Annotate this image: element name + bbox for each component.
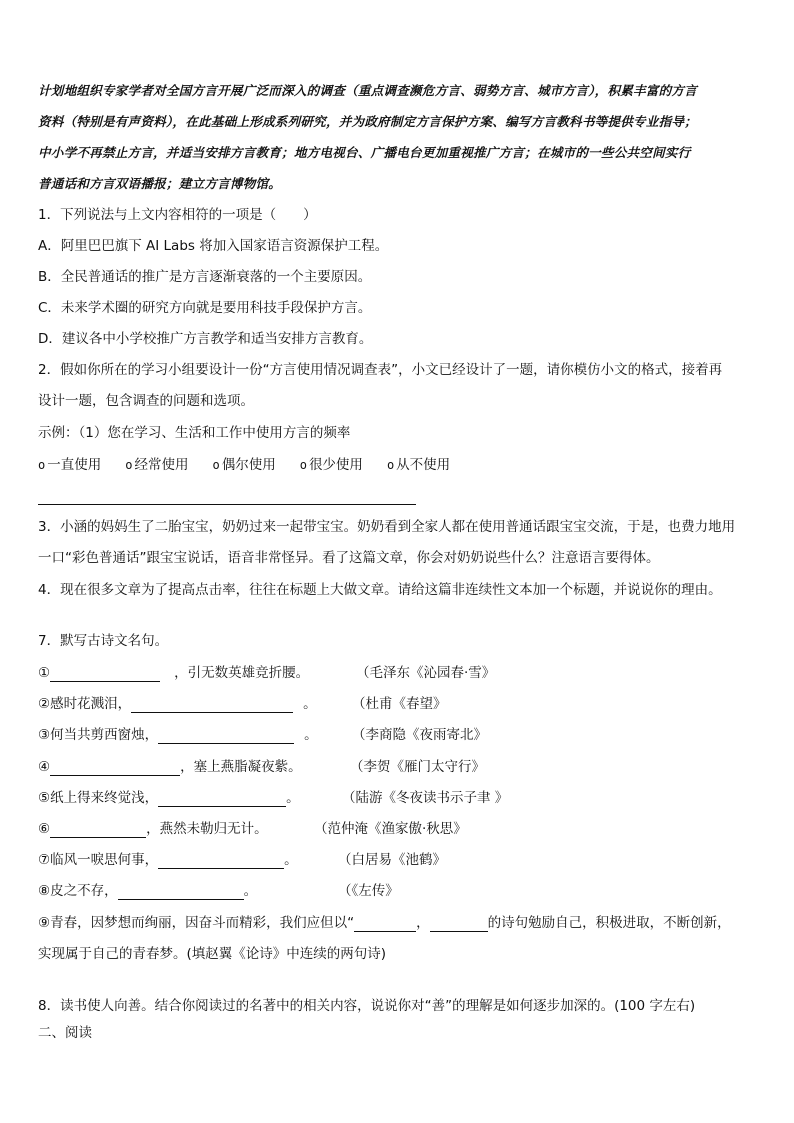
q7-item-8: ⑧皮之不存， 。 xyxy=(38,883,258,899)
q7-item-6-source: （范仲淹《渔家傲·秋思》 xyxy=(314,821,467,837)
q3-line-1: 3．小涵的妈妈生了二胎宝宝，奶奶过来一起带宝宝。奶奶看到全家人都在使用普通话跟宝宝交流，于是，也费力地用 xyxy=(38,519,736,535)
q8-line-1: 8．读书使人向善。结合你阅读过的名著中的相关内容，说说你对“善”的理解是如何逐步加深的。(100 字左右) xyxy=(38,998,696,1014)
q7-item-1: ① ，引无数英雄竞折腰。 xyxy=(38,665,310,681)
q7-item-3-blank[interactable] xyxy=(158,728,294,744)
q7-item-1-source: （毛泽东《沁园春·雪》 xyxy=(356,665,496,681)
q7-item-3: ③何当共剪西窗烛， 。 xyxy=(38,727,318,743)
q7-item-7-source: （白居易《池鹤》 xyxy=(338,852,446,868)
q7-item-7-blank[interactable] xyxy=(158,853,284,869)
q4-line-1: 4．现在很多文章为了提高点击率，往往在标题上大做文章。请给这篇非连续性文本加一个标题，并说说你的理由。 xyxy=(38,582,722,598)
q7-item-8-source: （《左传》 xyxy=(338,883,399,899)
q7-item-5-source: （陆游《冬夜读书示子聿 》 xyxy=(342,790,509,806)
q7-item-5: ⑤纸上得来终觉浅， 。 xyxy=(38,790,300,806)
section-heading: 二、阅读 xyxy=(38,1025,92,1041)
intro-line-2: 资料（特别是有声资料），在此基础上形成系列研究，并为政府制定方言保护方案、编写方言教科书等提供专业指导； xyxy=(38,114,697,129)
q7-item-2-source: （杜甫《春望》 xyxy=(352,696,447,712)
q2-choice-3: o 偶尔使用 xyxy=(212,457,276,473)
q2-line-2: 设计一题，包含调查的问题和选项。 xyxy=(38,393,254,409)
q1-option-a: A．阿里巴巴旗下 AI Labs 将加入国家语言资源保护工程。 xyxy=(38,238,389,254)
q2-line-1: 2．假如你所在的学习小组要设计一份“方言使用情况调查表”，小文已经设计了一题，请你模仿小文的格式，接着再 xyxy=(38,362,723,378)
q1-option-b: B．全民普通话的推广是方言逐渐衰落的一个主要原因。 xyxy=(38,269,372,285)
q7-item-9-blank-2[interactable] xyxy=(430,916,488,932)
intro-line-4: 普通话和方言双语播报；建立方言博物馆。 xyxy=(38,176,282,191)
q7-item-4: ④ ，塞上燕脂凝夜紫。 xyxy=(38,759,302,775)
q2-choice-4: o 很少使用 xyxy=(299,457,363,473)
q2-choice-5: o 从不使用 xyxy=(386,457,451,473)
intro-line-3: 中小学不再禁止方言，并适当安排方言教育；地方电视台、广播电台更加重视推广方言；在城市的一些公共空间实行 xyxy=(38,145,691,160)
intro-line-1: 计划地组织专家学者对全国方言开展广泛而深入的调查（重点调查濒危方言、弱势方言、城市方言），积累丰富的方言 xyxy=(38,83,697,98)
q1-option-d: D．建议各中小学校推广方言教学和适当安排方言教育。 xyxy=(38,331,373,347)
q1-stem: 1．下列说法与上文内容相符的一项是（ ） xyxy=(38,207,317,223)
q7-item-5-blank[interactable] xyxy=(158,791,286,807)
q7-item-3-source: （李商隐《夜雨寄北》 xyxy=(352,727,487,743)
q7-item-2: ②感时花溅泪， 。 xyxy=(38,696,317,712)
q7-item-1-blank[interactable] xyxy=(50,666,160,682)
q7-item-4-blank[interactable] xyxy=(50,760,180,776)
q7-item-2-blank[interactable] xyxy=(131,697,293,713)
q2-example: 示例：（1）您在学习、生活和工作中使用方言的频率 xyxy=(38,425,351,441)
q7-item-4-source: （李贺《雁门太守行》 xyxy=(350,759,485,775)
q7-item-9-line-2: 实现属于自己的青春梦。(填赵翼《论诗》中连续的两句诗) xyxy=(38,946,387,962)
q3-line-2: 一口“彩色普通话”跟宝宝说话，语音非常怪异。看了这篇文章，你会对奶奶说些什么？注意语言要得体。 xyxy=(38,550,660,566)
q7-stem: 7．默写古诗文名句。 xyxy=(38,633,169,649)
q7-item-7: ⑦临风一唳思何事， 。 xyxy=(38,852,298,868)
q7-item-8-blank[interactable] xyxy=(118,884,244,900)
q2-choices xyxy=(38,456,474,474)
q2-answer-line[interactable] xyxy=(38,504,416,505)
q1-option-c: C．未来学术圈的研究方向就是要用科技手段保护方言。 xyxy=(38,300,372,316)
q7-item-6: ⑥ ，燕然未勒归无计。 xyxy=(38,821,268,837)
q2-choice-2: o 经常使用 xyxy=(125,457,189,473)
q7-item-9: ⑨青春，因梦想而绚丽，因奋斗而精彩，我们应但以“ ， 的诗句勉励自己，积极进取，不断创新， xyxy=(38,915,731,931)
q2-choice-1: o 一直使用 xyxy=(38,457,102,473)
q7-item-9-blank-1[interactable] xyxy=(354,916,416,932)
q7-item-6-blank[interactable] xyxy=(50,822,146,838)
